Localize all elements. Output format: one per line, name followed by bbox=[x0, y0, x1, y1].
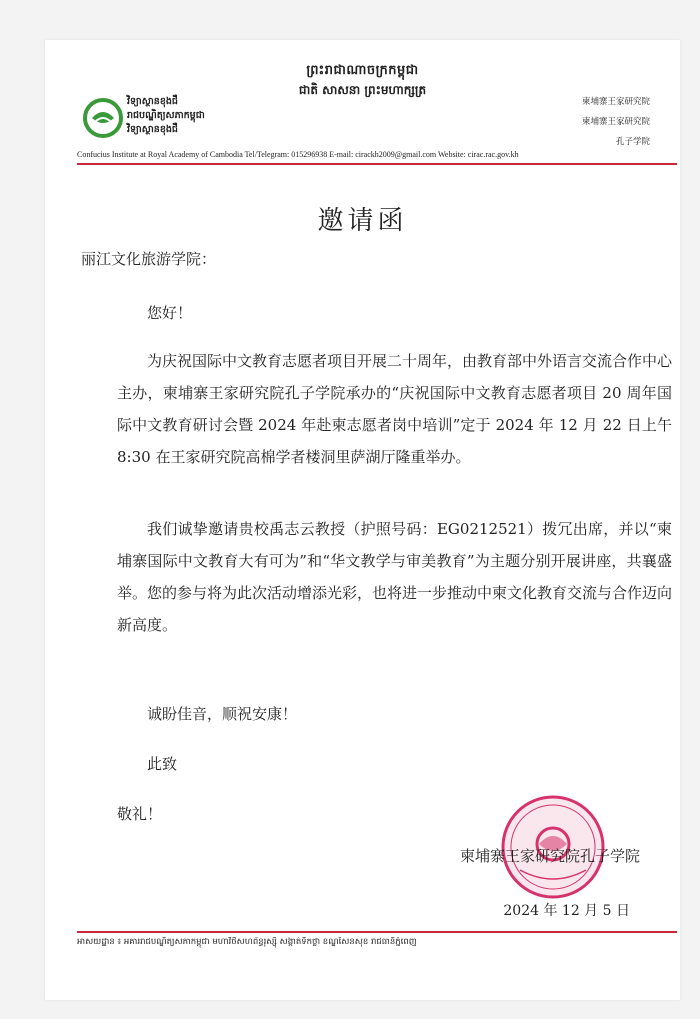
body-paragraph-2: 我们诚挚邀请贵校禹志云教授（护照号码：EG0212521）拨冗出席，并以“柬埔寨国际中文教育大有可为”和“华文教学与审美教育”为主题分别开展讲座，共襄盛举。您的参与将为此次活动增添光彩，也将进一步推动中柬文化教育交流与合作迈向新高度。 bbox=[117, 520, 673, 634]
letter-date: 2024 年 12 月 5 日 bbox=[503, 903, 630, 919]
greeting: 您好！ bbox=[147, 304, 193, 322]
institute-cn-line-3: 孔子学院 bbox=[615, 137, 650, 147]
letter-page bbox=[45, 40, 680, 1000]
national-motto: ជាតិ សាសនា ព្រះមហាក្សត្រ bbox=[298, 83, 427, 97]
salutation: 丽江文化旅游学院： bbox=[81, 250, 217, 268]
letter-title: 邀请函 bbox=[317, 206, 408, 236]
closing-wish: 诚盼佳音，顺祝安康！ bbox=[147, 705, 298, 723]
contact-line: Confucius Institute at Royal Academy of Cambodia Tel/Telegram: 015296938 E-mail: cirackh2009@gmail.com Website: cirac.rac.gov.kh bbox=[77, 150, 519, 159]
confucius-institute-logo bbox=[83, 98, 123, 138]
footer-address: អាសយដ្ឋាន ៖ អគាររាជបណ្ឌិត្យសភាកម្ពុជា មហាវិថីសហព័ន្ធរុស្ស៊ី សង្កាត់ទឹកថ្លា ខណ្ឌសែនសុខ រាជធានីភ្នំពេញ bbox=[77, 937, 417, 947]
body-paragraph-1: 为庆祝国际中文教育志愿者项目开展二十周年，由教育部中外语言交流合作中心主办，柬埔寨王家研究院孔子学院承办的“庆祝国际中文教育志愿者项目 20 周年国际中文教育研讨会暨 2024 年赴柬志愿者岗中培训”定于 2024 年 12 月 22 日上午 8:30 在王家研究院高棉学者楼洞里萨湖厅隆重举办。 bbox=[117, 352, 673, 466]
institute-kh-line-2: រាជបណ្ឌិត្យសភាកម្ពុជា bbox=[127, 110, 205, 121]
kingdom-heading: ព្រះរាជាណាចក្រកម្ពុជា bbox=[306, 63, 419, 78]
closing-jingli: 敬礼！ bbox=[117, 805, 163, 823]
institute-kh-line-1: វិទ្យាស្ថានខុងជឺ bbox=[127, 96, 178, 107]
institute-kh-line-3: វិទ្យាស្ថានខុងជឺ bbox=[127, 124, 178, 135]
institute-cn-line-1: 柬埔寨王家研究院 bbox=[581, 97, 650, 107]
institute-name-chinese bbox=[582, 92, 650, 152]
closing-cizhi: 此致 bbox=[147, 755, 178, 773]
header-divider bbox=[77, 163, 677, 165]
institute-cn-line-2: 柬埔寨王家研究院 bbox=[581, 117, 650, 127]
signer-organization: 柬埔寨王家研究院孔子学院 bbox=[459, 847, 640, 865]
footer-divider bbox=[77, 931, 677, 933]
institute-name-khmer bbox=[127, 95, 205, 137]
